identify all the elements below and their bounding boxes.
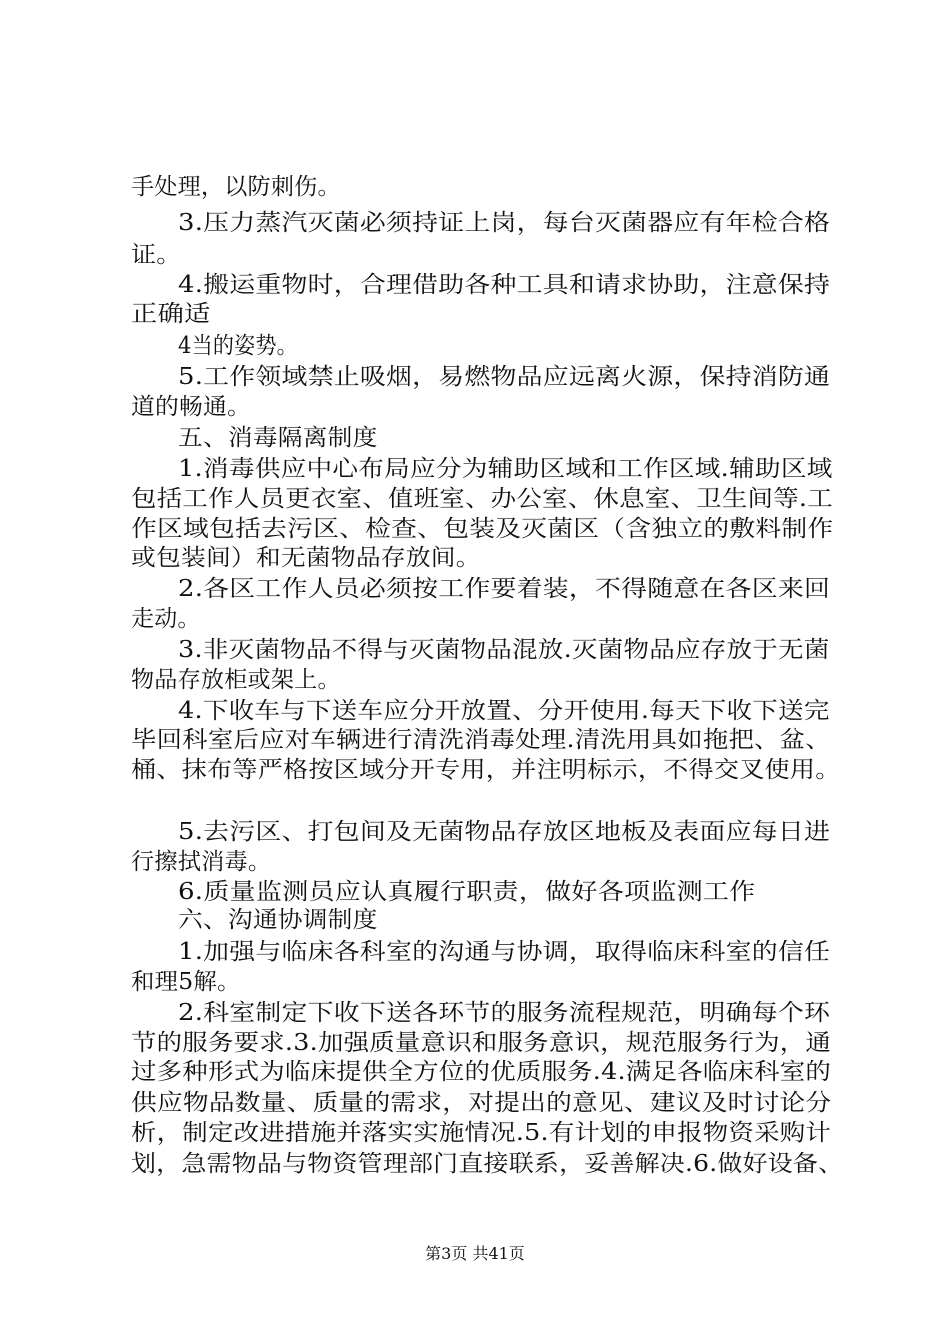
text-line: 4当的姿势。 [178, 333, 298, 359]
text-line: 析，制定改进措施并落实实施情况.5.有计划的申报物资采购计 [131, 1120, 832, 1146]
section-heading: 六、沟通协调制度 [178, 907, 378, 933]
text-line: 2.科室制定下收下送各环节的服务流程规范，明确每个环 [178, 1000, 831, 1026]
text-line: 4.搬运重物时，合理借助各种工具和请求协助，注意保持 [178, 272, 831, 298]
section-heading: 五、消毒隔离制度 [178, 425, 378, 451]
text-line: 3.压力蒸汽灭菌必须持证上岗，每台灭菌器应有年检合格 [178, 210, 831, 236]
text-line: 物品存放柜或架上。 [131, 667, 341, 693]
text-line: 或包装间）和无菌物品存放间。 [131, 545, 481, 571]
text-line: 节的服务要求.3.加强质量意识和服务意识，规范服务行为，通 [131, 1030, 832, 1056]
text-line: 行擦拭消毒。 [131, 849, 272, 875]
page-number-footer: 第3页 共41页 [425, 1244, 525, 1263]
text-line: 走动。 [131, 606, 201, 632]
text-line: 1.消毒供应中心布局应分为辅助区域和工作区域.辅助区域 [178, 456, 833, 482]
text-line: 作区域包括去污区、检查、包装及灭菌区（含独立的敷料制作 [131, 516, 834, 542]
text-line: 毕回科室后应对车辆进行清洗消毒处理.清洗用具如拖把、盆、 [131, 727, 831, 753]
text-line: 过多种形式为临床提供全方位的优质服务.4.满足各临床科室的 [131, 1059, 832, 1085]
text-line: 和理5解。 [131, 969, 241, 995]
text-line: 3.非灭菌物品不得与灭菌物品混放.灭菌物品应存放于无菌 [178, 637, 830, 663]
text-line: 道的畅通。 [131, 394, 252, 420]
text-line: 5.去污区、打包间及无菌物品存放区地板及表面应每日进 [178, 819, 831, 845]
text-line: 1.加强与临床各科室的沟通与协调，取得临床科室的信任 [178, 939, 831, 965]
text-line: 桶、抹布等严格按区域分开专用，并注明标示，不得交叉使用。 [131, 757, 841, 783]
text-line: 证。 [131, 242, 182, 268]
text-line: 6.质量监测员应认真履行职责，做好各项监测工作 [178, 879, 756, 905]
text-line: 正确适 [131, 301, 211, 327]
text-line: 划，急需物品与物资管理部门直接联系，妥善解决.6.做好设备、 [131, 1151, 844, 1177]
text-line: 供应物品数量、质量的需求，对提出的意见、建议及时讨论分 [131, 1090, 832, 1116]
text-line: 包括工作人员更衣室、值班室、办公室、休息室、卫生间等.工 [131, 486, 833, 512]
text-line: 5.工作领域禁止吸烟，易燃物品应远离火源，保持消防通 [178, 364, 831, 390]
text-line: 2.各区工作人员必须按工作要着装，不得随意在各区来回 [178, 576, 831, 602]
text-line: 手处理，以防刺伤。 [131, 174, 341, 200]
text-line: 4.下收车与下送车应分开放置、分开使用.每天下收下送完 [178, 698, 830, 724]
